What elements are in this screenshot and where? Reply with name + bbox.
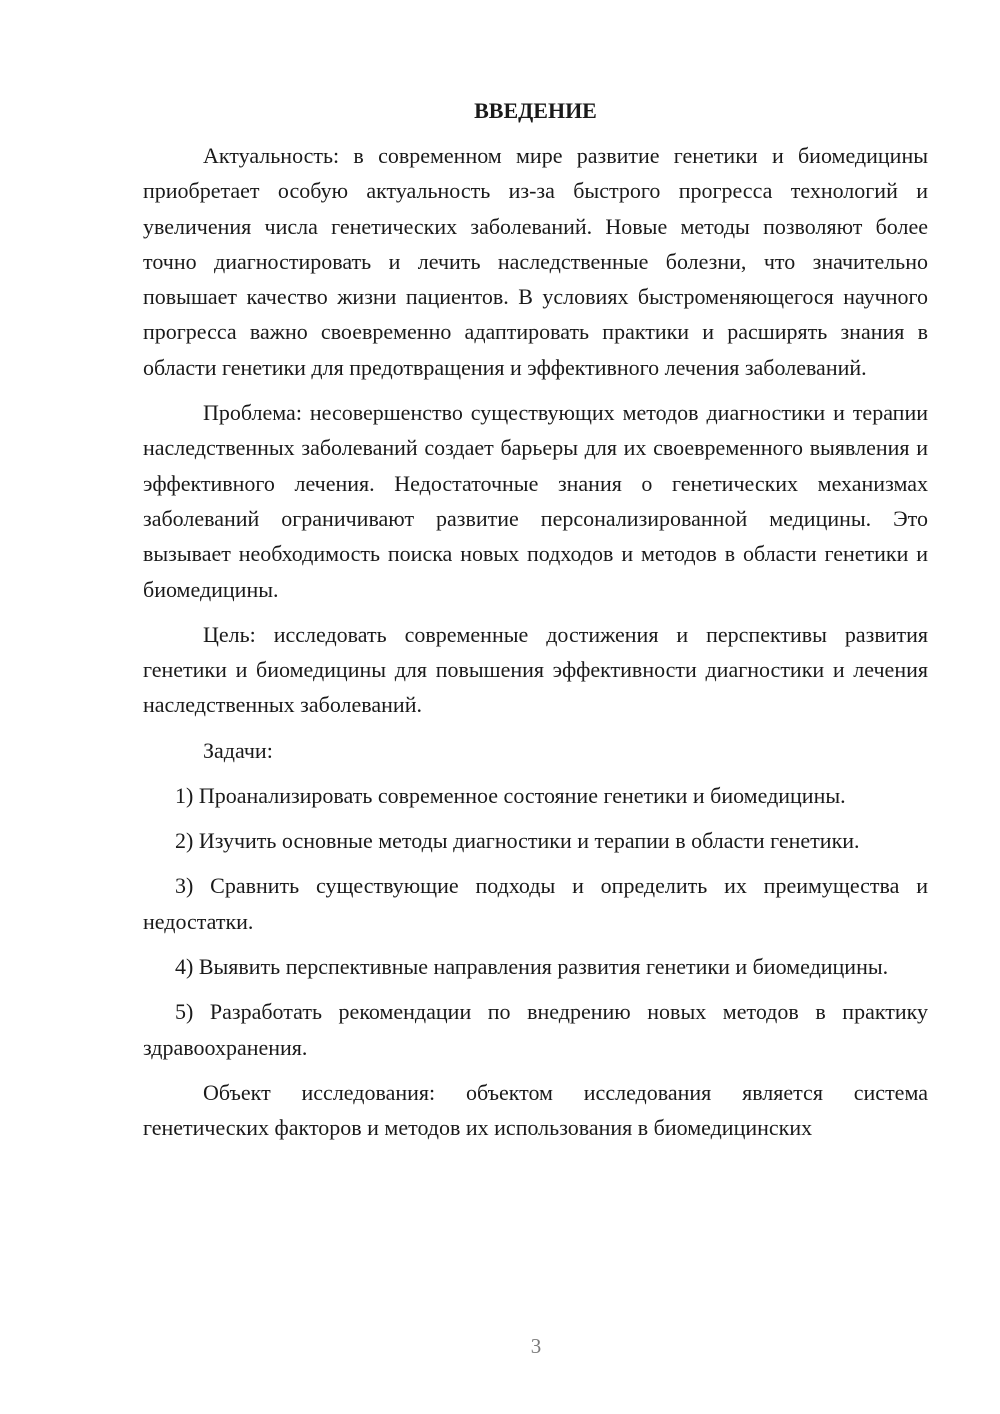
task-item-1: 1) Проанализировать современное состояние генетики и биомедицины. [175, 782, 846, 808]
page-number: 3 [530, 1334, 542, 1358]
page-content [143, 96, 928, 1155]
task-item-2: 2) Изучить основные методы диагностики и терапии в области генетики. [175, 828, 860, 854]
task-item-5: 5) Разработать рекомендации по внедрению новых методов в практику здравоохранения. [143, 999, 928, 1060]
page-title: ВВЕДЕНИЕ [474, 98, 597, 123]
paragraph-goal: Цель: исследовать современные достижения и перспективы развития генетики и биомедицины для повышения эффективности диагностики и лечения наследственных заболеваний. [143, 621, 928, 718]
tasks-heading: Задачи: [203, 737, 273, 763]
paragraph-problem: Проблема: несовершенство существующих методов диагностики и терапии наследственных заболеваний создает барьеры для их своевременного выявления и эффективного лечения. Недостаточные знания о генетических механизмах заболеваний ограничивают развитие персонализированной медицины. Это вызывает необходимость поиска новых подходов и методов в области генетики и биомедицины. [143, 400, 928, 602]
task-item-4: 4) Выявить перспективные направления развития генетики и биомедицины. [175, 953, 889, 979]
task-item-3: 3) Сравнить существующие подходы и определить их преимущества и недостатки. [143, 873, 928, 934]
paragraph-object: Объект исследования: объектом исследования является система генетических факторов и методов их использования в биомедицинских [143, 1079, 928, 1141]
paragraph-relevance: Актуальность: в современном мире развитие генетики и биомедицины приобретает особую актуальность из-за быстрого прогресса технологий и увеличения числа генетических заболеваний. Новые методы позволяют более точно диагностировать и лечить наследственные болезни, что значительно повышает качество жизни пациентов. В условиях быстроменяющегося научного прогресса важно своевременно адаптировать практики и расширять знания в области генетики для предотвращения и эффективного лечения заболеваний. [143, 143, 928, 380]
